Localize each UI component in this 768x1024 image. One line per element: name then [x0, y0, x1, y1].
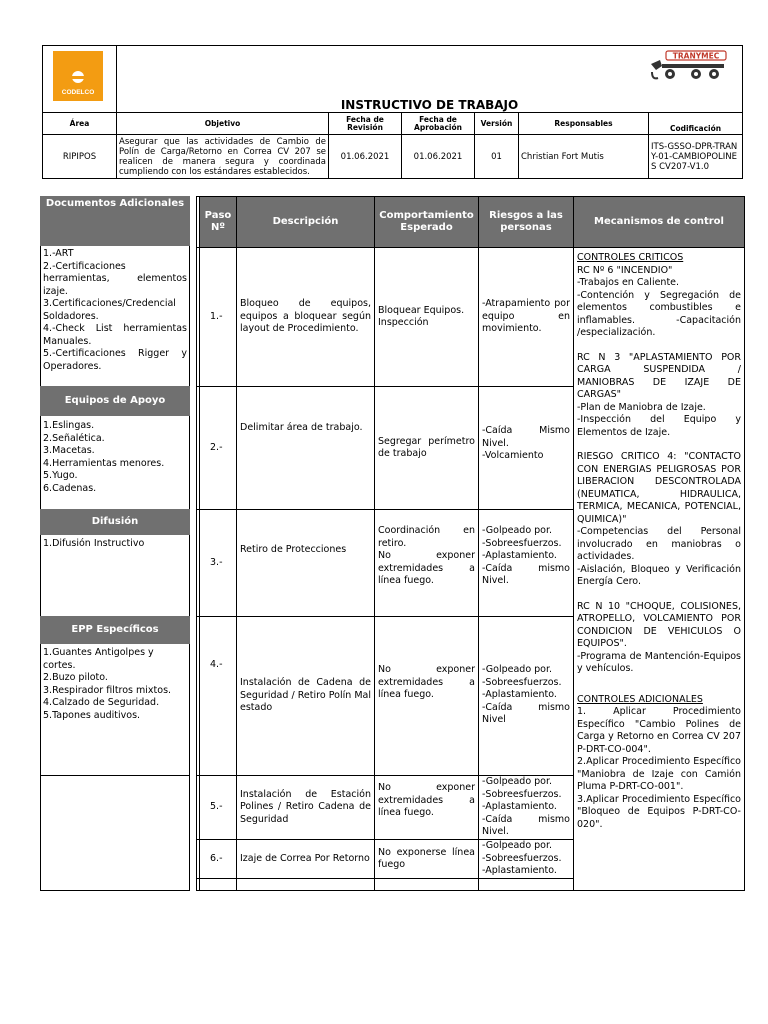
header-comportamiento: Comportamiento Esperado [375, 197, 478, 247]
header-paso: Paso Nº [200, 197, 236, 247]
step-4-risks: -Golpeado por. -Sobreesfuerzos. -Aplastamiento. -Caída mismo Nivel [482, 664, 570, 725]
header-descripcion: Descripción [237, 197, 374, 247]
step-1-behavior: Bloquear Equipos. Inspección [378, 304, 465, 328]
left-divider [40, 775, 190, 776]
step-1-risks: -Atrapamiento por equipo en movimiento. [482, 298, 570, 335]
step-1-description: Bloqueo de equipos, equipos a bloquear según layout de Procedimiento. [240, 298, 371, 335]
step-2-description: Delimitar área de trabajo. [240, 422, 363, 433]
step-1-number: 1.- [210, 310, 223, 322]
step-3-risks: -Golpeado por. -Sobreesfuerzos. -Aplastamiento. -Caída mismo Nivel. [482, 525, 570, 586]
step-5-description: Instalación de Estación Polines / Retiro Cadena de Seguridad [240, 788, 371, 825]
col-area: Área [43, 113, 117, 135]
tranymec-logo-text: TRANYMEC [672, 51, 720, 61]
step-3-behavior: Coordinación en retiro. No exponer extremidades a línea fuego. [378, 525, 475, 586]
controls-column [574, 252, 744, 887]
rc3-text: RC N 3 "APLASTAMIENTO POR CARGA SUSPENDIDA / MANIOBRAS DE IZAJE DE CARGAS" -Plan de Maniobra de Izaje. -Inspección del Equipo y Elementos de Izaje. [577, 351, 741, 438]
rc6-text: RC Nº 6 "INCENDIO" -Trabajos en Caliente. -Contención y Segregación de elementos combustibles e inflamables. -Capacitación /especialización. [577, 264, 741, 338]
equipos-list: 1.Eslingas. 2.Señalética. 3.Macetas. 4.Herramientas menores. 5.Yugo. 6.Cadenas. [43, 420, 165, 494]
equipos-heading: Equipos de Apoyo [40, 386, 190, 416]
step-4-description: Instalación de Cadena de Seguridad / Retiro Polín Mal estado [240, 677, 371, 713]
controles-criticos-title: CONTROLES CRITICOS [577, 252, 684, 263]
step-5-behavior: No exponer extremidades a línea fuego. [378, 782, 475, 818]
step-3-number: 3.- [210, 556, 223, 568]
double-line [199, 196, 200, 891]
documentos-list: 1.-ART 2.-Certificaciones herramientas, elementos izaje. 3.Certificaciones/Credencial Soldadores. 4.-Check List herramientas Manuales. 5.-Certificaciones Rigger y Operadores. [43, 248, 187, 372]
value-version: 01 [475, 135, 519, 179]
step-2-number: 2.- [210, 441, 223, 453]
tranymec-logo [648, 50, 728, 82]
step-6-number: 6.- [210, 852, 223, 864]
hline [196, 509, 574, 510]
col-codificacion: Codificación [649, 113, 743, 135]
step-3-description: Retiro de Protecciones [240, 544, 347, 555]
codelco-logo-cell [43, 46, 117, 113]
value-responsables: Christian Fort Mutis [519, 135, 649, 179]
value-area: RIPIPOS [43, 135, 117, 179]
col-fecha-revision: Fecha de Revisión [329, 113, 402, 135]
codelco-mark-icon [72, 71, 84, 83]
codelco-logo-text: CODELCO [61, 89, 95, 96]
step-2-risks: -Caída Mismo Nivel. -Volcamiento [482, 425, 570, 461]
step-5-risks: -Golpeado por. -Sobreesfuerzos. -Aplastamiento. -Caída mismo Nivel. [482, 776, 570, 837]
header-table [42, 45, 743, 179]
col-version: Versión [475, 113, 519, 135]
controles-adicionales-title: CONTROLES ADICIONALES [577, 693, 703, 705]
step-2-behavior: Segregar perímetro de trabajo [378, 435, 475, 459]
controles-adicionales-text: 1. Aplicar Procedimiento Específico "Cambio Polines de Carga y Retorno en Correa CV 207 P-DRT-CO-004". 2.Aplicar Procedimiento Específico "Maniobra de Izaje con Camión Pluma P-DRT-CO-001". 3.Aplicar Procedimiento Específico "Bloqueo de Equipos P-DRT-CO-020". [577, 706, 741, 830]
rc4-text: RIESGO CRITICO 4: "CONTACTO CON ENERGIAS PELIGROSAS POR LIBERACION DESCONTROLADA (NEUMATICA, HIDRAULICA, TERMICA, MECANICA, POTENCIAL, QUIMICA)" -Competencias del Personal involucrado en maniobras o actividades. -Aislación, Bloqueo y Verificación Energía Cero. [577, 451, 741, 587]
difusion-heading: Difusión [40, 509, 190, 535]
rc10-text: RC N 10 "CHOQUE, COLISIONES, ATROPELLO, VOLCAMIENTO POR CONDICION DE VEHICULOS O EQUIPOS". -Programa de Mantención-Equipos y vehículos. [577, 600, 741, 674]
document-title: INSTRUCTIVO DE TRABAJO [340, 98, 519, 112]
step-4-behavior: No exponer extremidades a línea fuego. [378, 664, 475, 700]
value-fecha-aprobacion: 01.06.2021 [402, 135, 475, 179]
step-6-risks: -Golpeado por. -Sobreesfuerzos. -Aplastamiento. [482, 840, 562, 876]
step-5-number: 5.- [210, 801, 223, 813]
hline [196, 616, 574, 617]
hline [196, 878, 574, 879]
col-fecha-aprobacion: Fecha de Aprobación [402, 113, 475, 135]
header-riesgos: Riesgos a las personas [479, 197, 573, 247]
step-4-number: 4.- [210, 659, 223, 670]
documentos-heading: Documentos Adicionales [40, 196, 190, 246]
difusion-list: 1.Difusión Instructivo [43, 538, 145, 549]
step-6-behavior: No exponerse línea fuego [378, 846, 475, 870]
header-mecanismos: Mecanismos de control [574, 197, 744, 247]
codelco-logo [53, 51, 103, 101]
step-6-description: Izaje de Correa Por Retorno [240, 852, 370, 864]
value-objetivo: Asegurar que las actividades de Cambio de Polín de Carga/Retorno en Correa CV 207 se realicen de manera segura y coordinada cumpliendo con los estándares establecidos. [117, 135, 329, 179]
epp-list: 1.Guantes Antigolpes y cortes. 2.Buzo piloto. 3.Respirador filtros mixtos. 4.Calzado de Seguridad. 5.Tapones auditivos. [43, 647, 172, 721]
col-objetivo: Objetivo [117, 113, 329, 135]
document-title-cell [117, 46, 743, 113]
col-responsables: Responsables [519, 113, 649, 135]
value-codificacion: ITS-GSSO-DPR-TRANY-01-CAMBIOPOLINES CV207-V1.0 [649, 135, 743, 179]
epp-heading: EPP Específicos [40, 616, 190, 644]
value-fecha-revision: 01.06.2021 [329, 135, 402, 179]
